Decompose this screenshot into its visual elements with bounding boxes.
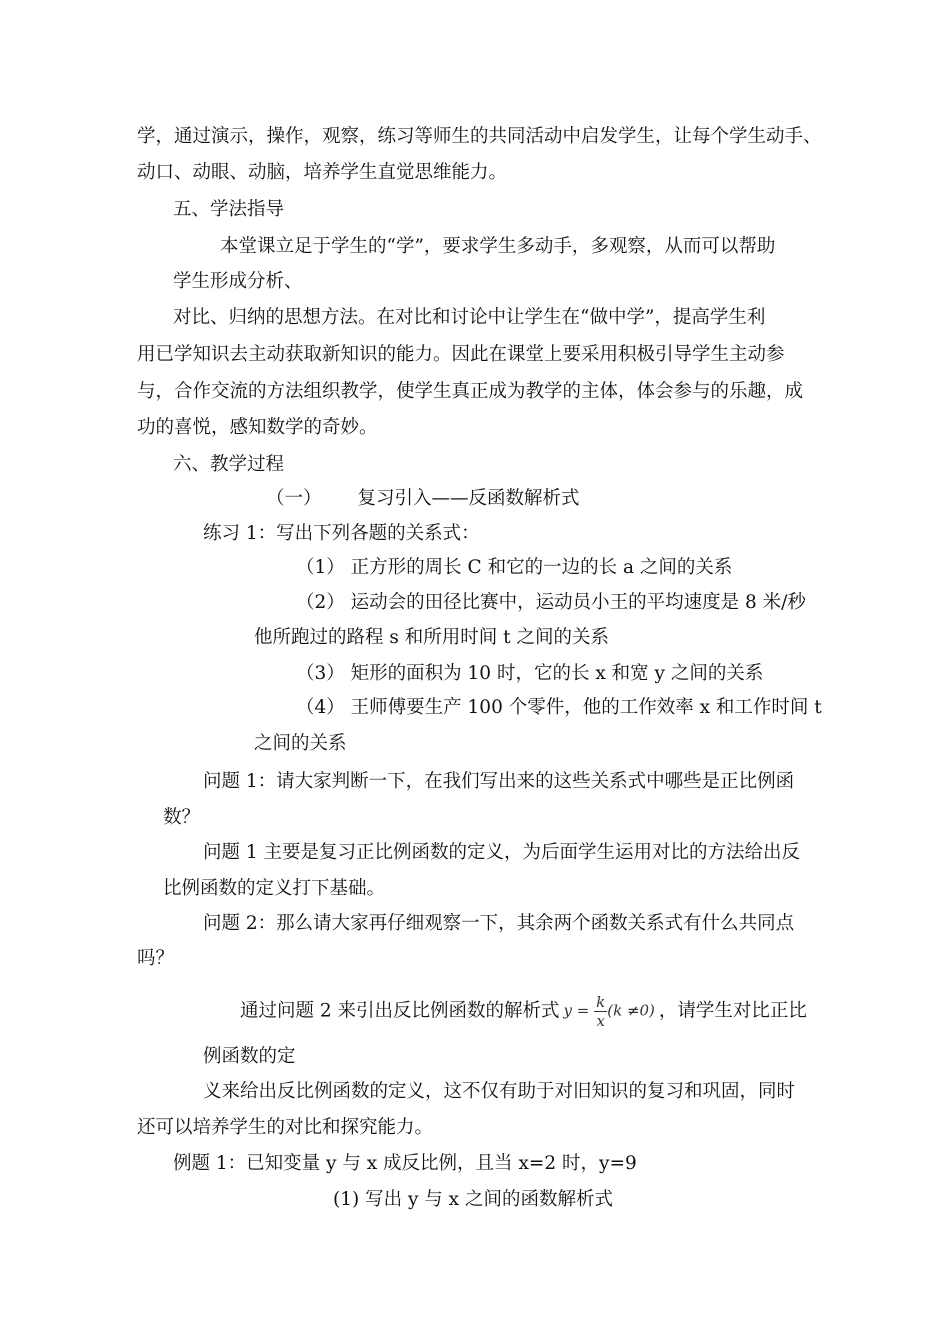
formula-line-suffix: ，请学生对比正比 — [658, 1000, 807, 1022]
section-heading-study-method: 五、学法指导 — [173, 199, 285, 220]
question-line: 数？ — [163, 807, 201, 828]
paragraph-line: 用已学知识去主动获取新知识的能力。因此在课堂上要采用积极引导学生主动参 — [137, 344, 785, 365]
formula-condition: (k ≠0) — [607, 1001, 655, 1020]
subsection-title: 复习引入——反函数解析式 — [357, 488, 580, 509]
paragraph-line: 问题 1 主要是复习正比例函数的定义，为后面学生运用对比的方法给出反 — [203, 842, 801, 863]
exercise-item: （4） 王师傅要生产 100 个零件，他的工作效率 x 和工作时间 t — [296, 697, 822, 718]
formula-numerator: k — [596, 993, 606, 1011]
paragraph-line: 对比、归纳的思想方法。在对比和讨论中让学生在“做中学”，提高学生利 — [173, 307, 766, 328]
paragraph-line: 义来给出反比例函数的定义，这不仅有助于对旧知识的复习和巩固，同时 — [203, 1081, 796, 1102]
paragraph-line: 与，合作交流的方法组织教学，使学生真正成为教学的主体，体会参与的乐趣，成 — [137, 381, 804, 402]
exercise-item: （1） 正方形的周长 C 和它的一边的长 a 之间的关系 — [296, 557, 733, 578]
exercise-item-continued: 之间的关系 — [254, 733, 347, 754]
exercise-item-continued: 他所跑过的路程 s 和所用时间 t 之间的关系 — [254, 627, 609, 648]
exercise-item: （2） 运动会的田径比赛中，运动员小王的平均速度是 8 米/秒 — [296, 592, 806, 613]
exercise-heading: 练习 1：写出下列各题的关系式： — [203, 523, 480, 544]
paragraph-line: 还可以培养学生的对比和探究能力。 — [137, 1117, 434, 1138]
paragraph-line: 学生形成分析、 — [173, 271, 303, 292]
inverse-proportion-formula — [564, 993, 655, 1030]
formula-line — [240, 993, 807, 1030]
question-line: 问题 1：请大家判断一下，在我们写出来的这些关系式中哪些是正比例函 — [203, 771, 795, 792]
formula-lhs: y = — [563, 1001, 590, 1020]
paragraph-line: 动口、动眼、动脑，培养学生直觉思维能力。 — [137, 162, 508, 183]
paragraph-line: 功的喜悦，感知数学的奇妙。 — [137, 417, 378, 438]
formula-denominator: x — [596, 1012, 605, 1030]
exercise-item: （3） 矩形的面积为 10 时，它的长 x 和宽 y 之间的关系 — [296, 663, 764, 684]
subsection-heading — [266, 486, 580, 512]
question-line: 吗？ — [137, 948, 175, 969]
example-heading: 例题 1：已知变量 y 与 x 成反比例，且当 x=2 时，y=9 — [173, 1153, 637, 1174]
paragraph-line: 学，通过演示，操作，观察，练习等师生的共同活动中启发学生，让每个学生动手、 — [137, 126, 822, 147]
formula-fraction — [594, 993, 607, 1030]
paragraph-line: 本堂课立足于学生的“学”，要求学生多动手，多观察，从而可以帮助 — [220, 236, 776, 257]
section-heading-teaching-process: 六、教学过程 — [173, 454, 285, 475]
example-item: (1) 写出 y 与 x 之间的函数解析式 — [333, 1189, 613, 1210]
formula-line-prefix: 通过问题 2 来引出反比例函数的解析式 — [240, 1000, 560, 1022]
paragraph-line: 例函数的定 — [203, 1046, 296, 1067]
paragraph-line: 比例函数的定义打下基础。 — [163, 878, 386, 899]
question-line: 问题 2：那么请大家再仔细观察一下，其余两个函数关系式有什么共同点 — [203, 913, 795, 934]
subsection-number: （一） — [266, 488, 322, 509]
